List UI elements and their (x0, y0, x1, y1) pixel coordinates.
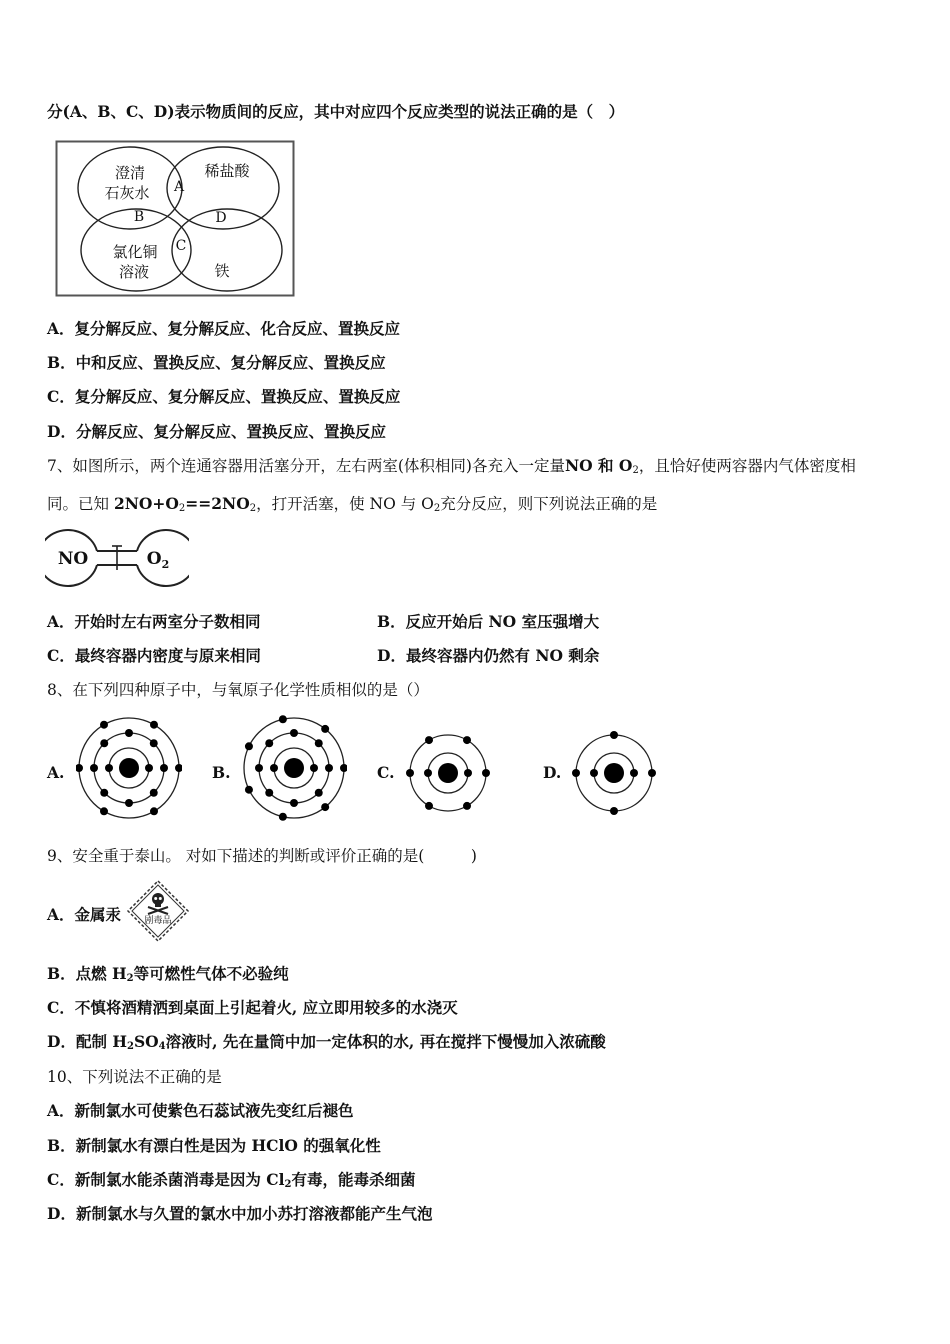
q8-option-c-letter: C. (377, 763, 395, 782)
toxic-sign-label: 剧毒品 (144, 916, 172, 926)
q9-option-a: A．金属汞 (47, 905, 122, 924)
electron (482, 769, 490, 777)
electron (265, 739, 273, 747)
electron (279, 715, 287, 723)
q10-option-c: C．新制氯水能杀菌消毒是因为 $Cl_2$有毒，能毒杀细菌 (47, 1170, 416, 1190)
q9-option-b: B．点燃 $H_2$等可燃性气体不必验纯 (47, 964, 289, 984)
electron (270, 764, 278, 772)
electron (150, 807, 158, 815)
q10-option-a: A．新制氯水可使紫色石蕊试液先变红后褪色 (47, 1101, 354, 1120)
electron (125, 799, 133, 807)
q8-option-a-letter: A. (47, 763, 65, 782)
electron (150, 789, 158, 797)
q6-option-d: D．分解反应、复分解反应、置换反应、置换反应 (47, 422, 386, 441)
atom-nucleus (438, 763, 458, 783)
container-left-label: NO (57, 549, 89, 569)
electron (425, 736, 433, 744)
q7-option-b: B．反应开始后 NO 室压强增大 (377, 612, 600, 631)
electron (160, 764, 168, 772)
electron (610, 807, 618, 815)
electron (290, 799, 298, 807)
electron (150, 739, 158, 747)
venn-label-cucl2-2: 溶液 (118, 263, 150, 281)
electron (463, 802, 471, 810)
electron (125, 729, 133, 737)
container-right-label: $O_2$ (146, 549, 170, 571)
q8-atom-b (241, 715, 347, 821)
q6-option-c: C．复分解反应、复分解反应、置换反应、置换反应 (47, 387, 401, 406)
q6-stem: 分(A、B、C、D)表示物质间的反应，其中对应四个反应类型的说法正确的是（ ） (47, 102, 625, 121)
q7-option-d: D．最终容器内仍然有 NO 剩余 (377, 646, 600, 665)
electron (340, 764, 347, 772)
electron (610, 731, 618, 739)
venn-label-limewater-2: 石灰水 (104, 184, 150, 202)
atom-nucleus (604, 763, 624, 783)
q9-option-d: D．配制 $H_2SO_4$溶液时, 先在量筒中加一定体积的水, 再在搅拌下慢慢加入浓硫酸 (47, 1032, 606, 1052)
electron (321, 803, 329, 811)
electron (290, 729, 298, 737)
venn-region-c: C (175, 238, 187, 254)
electron (310, 764, 318, 772)
electron (100, 721, 108, 729)
electron (265, 789, 273, 797)
electron (590, 769, 598, 777)
venn-label-iron: 铁 (214, 262, 230, 280)
q8-atom-a (76, 715, 182, 821)
q9-stem: 9、安全重于泰山。 对如下描述的判断或评价正确的是( ) (47, 847, 477, 865)
atom-nucleus (284, 758, 304, 778)
q7-container-diagram (45, 527, 189, 589)
q8-option-d-letter: D. (543, 763, 562, 782)
q6-option-a: A．复分解反应、复分解反应、化合反应、置换反应 (47, 319, 401, 338)
electron (100, 739, 108, 747)
electron (406, 769, 414, 777)
electron (315, 789, 323, 797)
electron (325, 764, 333, 772)
venn-label-limewater-1: 澄清 (114, 164, 146, 182)
electron (425, 802, 433, 810)
electron (255, 764, 263, 772)
q9-option-c: C．不慎将酒精洒到桌面上引起着火, 应立即用较多的水浇灭 (47, 998, 458, 1017)
electron (315, 739, 323, 747)
q8-atom-d (572, 731, 656, 815)
electron (150, 721, 158, 729)
electron (76, 764, 83, 772)
q6-venn-diagram (55, 140, 297, 298)
electron (424, 769, 432, 777)
electron (105, 764, 113, 772)
electron (145, 764, 153, 772)
q7-option-a: A．开始时左右两室分子数相同 (47, 612, 261, 631)
venn-region-b: B (133, 209, 145, 225)
venn-label-cucl2-1: 氯化铜 (112, 243, 158, 261)
electron (648, 769, 656, 777)
electron (245, 786, 253, 794)
q6-option-b: B．中和反应、置换反应、复分解反应、置换反应 (47, 353, 386, 372)
venn-label-hcl: 稀盐酸 (204, 162, 250, 180)
q7-option-c: C．最终容器内密度与原来相同 (47, 646, 261, 665)
electron (279, 813, 287, 821)
venn-region-a: A (173, 179, 185, 195)
toxic-warning-sign (126, 879, 190, 943)
electron (245, 742, 253, 750)
q10-option-b: B．新制氯水有漂白性是因为 HClO 的强氧化性 (47, 1136, 381, 1155)
atom-nucleus (119, 758, 139, 778)
electron (321, 725, 329, 733)
electron (464, 769, 472, 777)
venn-region-d: D (215, 210, 227, 226)
q7-stem-line2: 同。已知 $2NO+O_2==2NO_2$，打开活塞，使 NO 与 $O_2$充分反应，则下列说法正确的是 (47, 494, 658, 514)
electron (175, 764, 182, 772)
electron (572, 769, 580, 777)
q8-stem: 8、在下列四种原子中，与氧原子化学性质相似的是（） (47, 681, 429, 699)
q10-stem: 10、下列说法不正确的是 (47, 1068, 222, 1086)
electron (463, 736, 471, 744)
q7-stem-line1: 7、如图所示，两个连通容器用活塞分开，左右两室(体积相同)各充入一定量NO 和 $O_2$，且恰好使两容器内气体密度相 (47, 456, 856, 476)
electron (100, 789, 108, 797)
electron (90, 764, 98, 772)
q10-option-d: D．新制氯水与久置的氯水中加小苏打溶液都能产生气泡 (47, 1204, 433, 1223)
electron (100, 807, 108, 815)
q8-atom-c (406, 731, 490, 815)
electron (630, 769, 638, 777)
q8-option-b-letter: B. (212, 763, 231, 782)
